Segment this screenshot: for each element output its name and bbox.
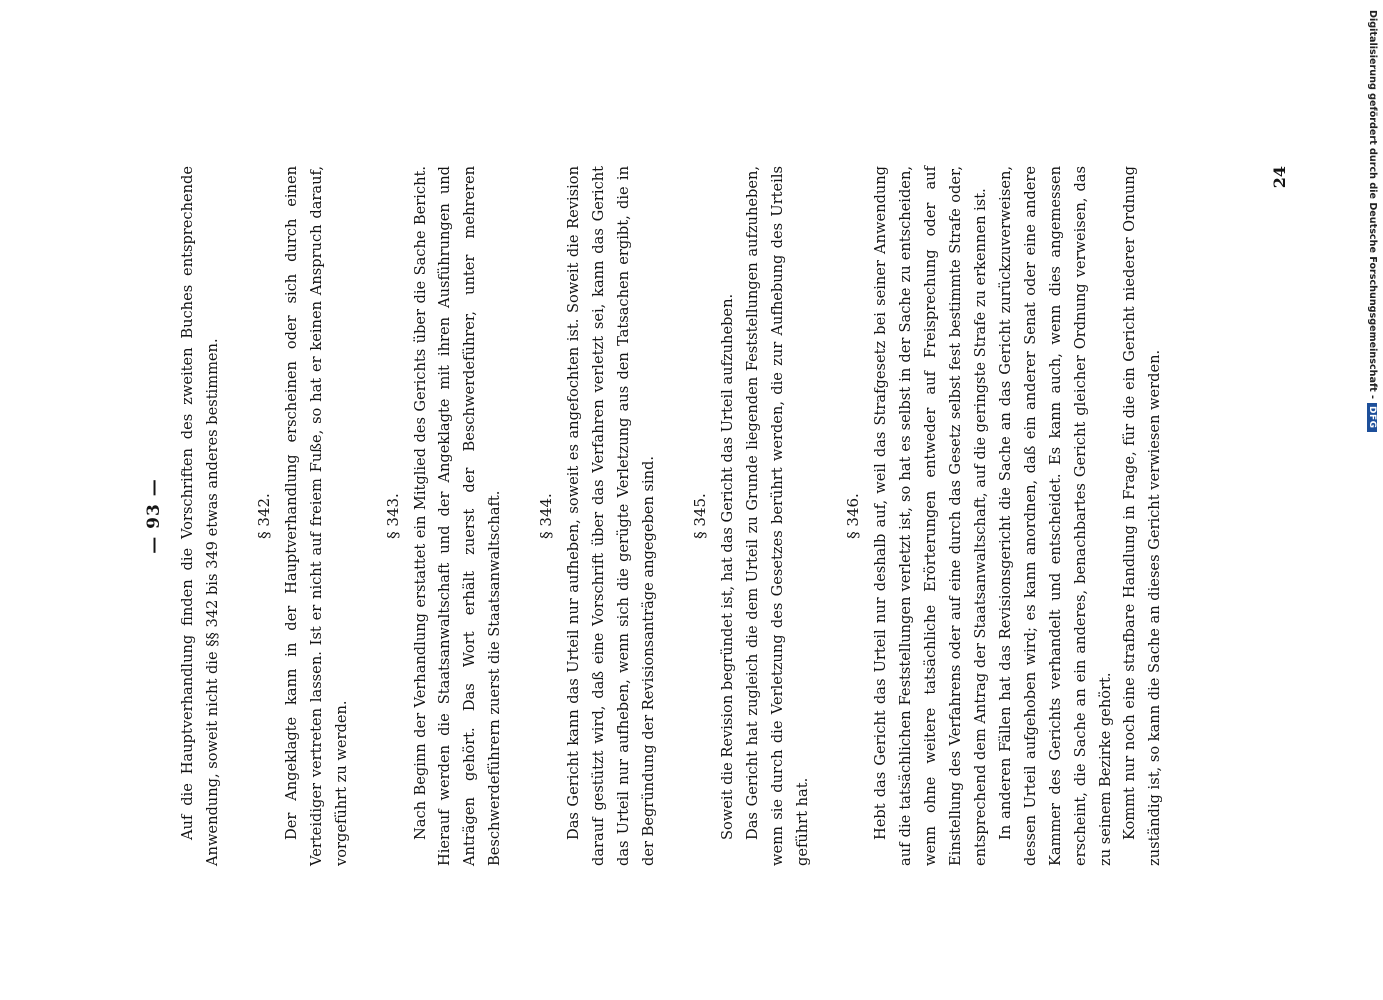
- section-342-paragraph: Der Angeklagte kann in der Hauptverhandlung erscheinen oder sich durch einen Verteidiger vertreten lassen. Ist er nicht auf freiem Fuße, so hat er keinen Anspruch darauf, vorgeführt zu werden.: [282, 166, 350, 866]
- section-345-paragraph-1: Soweit die Revision begründet ist, hat das Gericht das Urteil aufzuheben.: [718, 293, 736, 840]
- document-page: [144, 166, 1289, 866]
- rotated-page: [144, 166, 1289, 866]
- intro-paragraph: Auf die Hauptverhandlung finden die Vorschriften des zweiten Buches entsprechende Anwendung, soweit nicht die §§ 342 bis 349 etwas anderes bestimmen.: [179, 166, 221, 866]
- section-345-paragraph-2: Das Gericht hat zugleich die dem Urteil zu Grunde liegenden Feststellungen aufzuheben, wenn sie durch die Verletzung des Gesetzes berührt werden, die zur Aufhebung des Urteils geführt hat.: [743, 166, 811, 866]
- section-heading-345: § 345.: [690, 493, 709, 539]
- dfg-logo: DFG: [1368, 403, 1378, 432]
- section-heading-342: § 342.: [254, 493, 273, 539]
- section-346-paragraph-1: Hebt das Gericht das Urteil nur deshalb auf, weil das Strafgesetz bei seiner Anwendung auf die tatsächlichen Feststellungen verletzt ist, so hat es selbst in der Sache zu entscheiden, wenn ohne weitere tatsächliche Erörterungen entweder auf Freisprechung oder auf Einstellung des Verfahrens oder auf eine durch das Gesetz selbst fest bestimmte Strafe oder, entsprechend dem Antrag der Staatsanwaltschaft, auf die geringste Strafe zu erkennen ist.: [872, 166, 990, 866]
- section-346-paragraph-2: In anderen Fällen hat das Revisionsgericht die Sache an das Gericht zurückzuverweisen, dessen Urteil aufgehoben wird; es kann anordnen, daß ein anderer Senat oder eine andere Kammer des Gerichts verhandelt und entscheidet. Es kann auch, wenn dies angemessen erscheint, die Sache an ein anderes, benachbartes Gericht gleicher Ordnung verweisen, das zu seinem Bezirke gehört.: [996, 166, 1114, 866]
- digitization-credit: [1367, 10, 1378, 432]
- page-number: — 93 —: [144, 478, 164, 554]
- section-346-paragraph-3: Kommt nur noch eine strafbare Handlung in Frage, für die ein Gericht niederer Ordnung zuständig ist, so kann die Sache an dieses Gericht verwiesen werden.: [1121, 166, 1164, 866]
- section-heading-344: § 344.: [537, 493, 556, 539]
- digitization-credit-text: Digitalisierung gefördert durch die Deutsche Forschungsgemeinschaft -: [1367, 10, 1378, 400]
- signature-mark: 24: [1270, 166, 1289, 189]
- page-body: [176, 166, 1168, 866]
- section-343-paragraph: Nach Beginn der Verhandlung erstattet ein Mitglied des Gerichts über die Sache Bericht. Hierauf werden die Staatsanwaltschaft und der Angeklagte mit ihren Ausführungen und Anträgen gehört. Das Wort erhält zuerst der Beschwerdeführer, unter mehreren Beschwerdeführern zuerst die Staatsanwaltschaft.: [411, 166, 504, 866]
- section-heading-343: § 343.: [383, 493, 402, 539]
- section-344-paragraph: Das Gericht kann das Urteil nur aufheben, soweit es angefochten ist. Soweit die Revision darauf gestützt wird, daß eine Vorschrift über das Verfahren verletzt sei, kann das Gericht das Urteil nur aufheben, wenn sich die gerügte Verletzung aus den Tatsachen ergibt, die in der Begründung der Revisionsanträge angegeben sind.: [565, 166, 657, 866]
- section-heading-346: § 346.: [844, 493, 863, 539]
